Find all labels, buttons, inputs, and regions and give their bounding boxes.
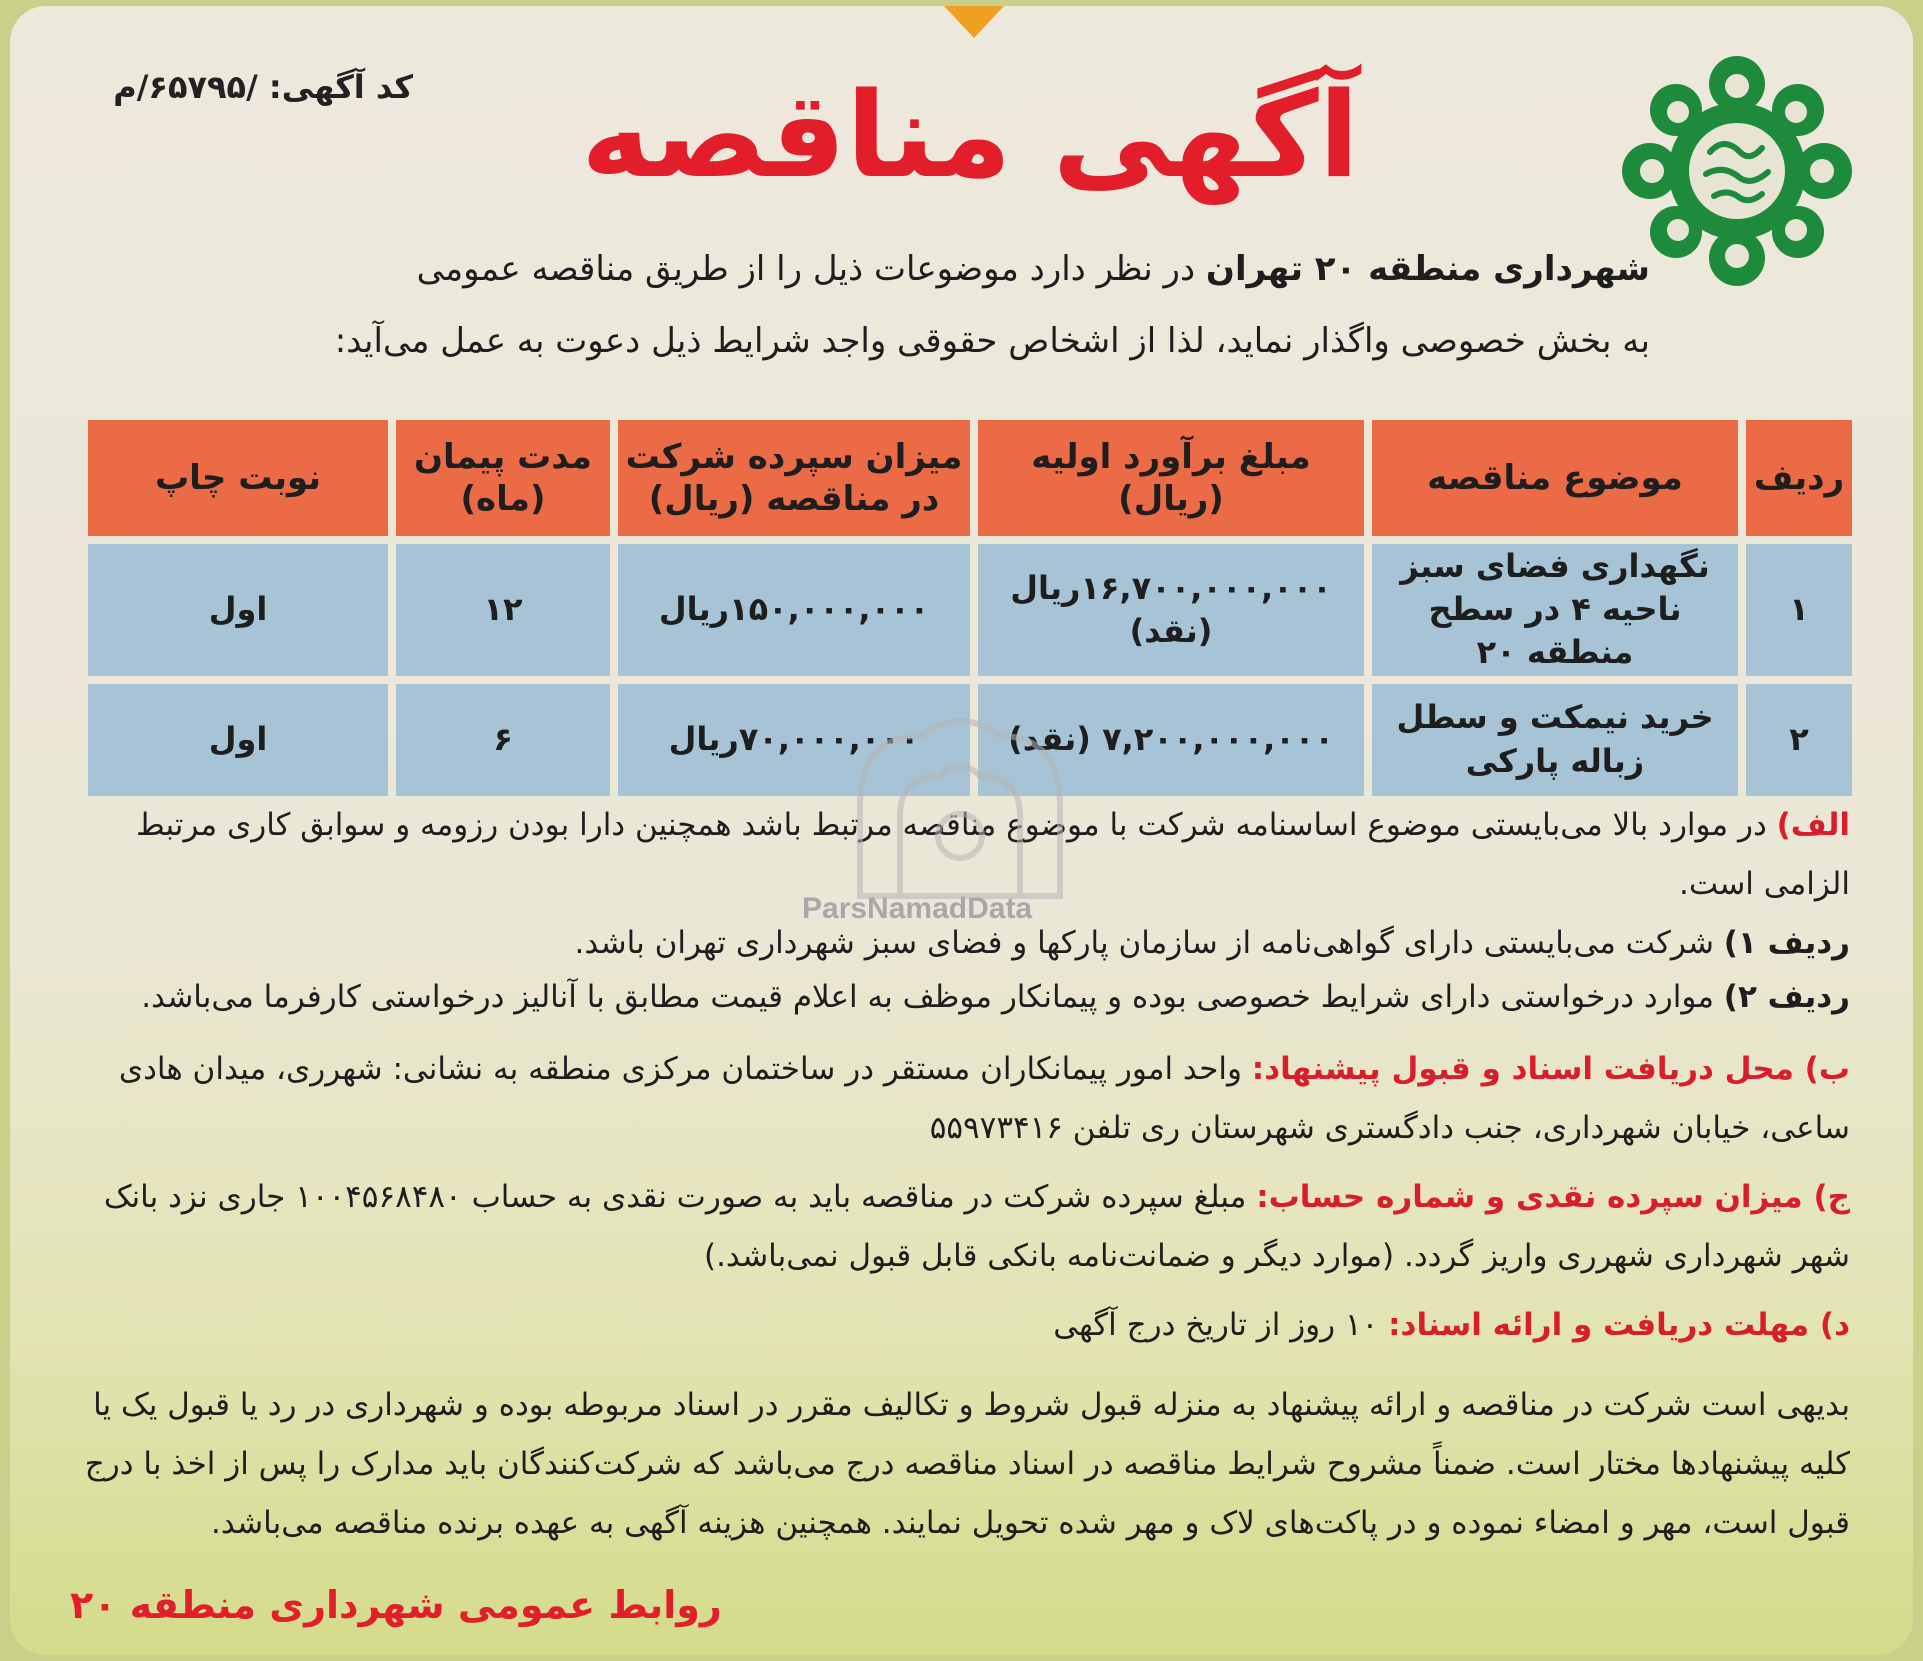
cell-contract-duration: ۶: [396, 684, 610, 796]
intro-line-2: به بخش خصوصی واگذار نماید، لذا از اشخاص حقوقی واجد شرایط ذیل دعوت به عمل می‌آید:: [334, 321, 1650, 361]
cell-deposit: ۷۰,۰۰۰,۰۰۰ریال: [618, 684, 970, 796]
cell-print-round: اول: [88, 684, 388, 796]
column-header-row-number: ردیف: [1746, 420, 1852, 536]
column-header-subject: موضوع مناقصه: [1372, 420, 1738, 536]
tehran-municipality-logo-icon: [1622, 56, 1852, 286]
clause-dal-text: ۱۰ روز از تاریخ درج آگهی: [1053, 1307, 1389, 1343]
clause-jim-label: ج) میزان سپرده نقدی و شماره حساب:: [1256, 1179, 1850, 1215]
clause-jim: [70, 1168, 1850, 1286]
clause-row-1-label: ردیف ۱): [1723, 925, 1850, 961]
clause-row-2: [70, 968, 1850, 1027]
page-title: آگهی مناقصه: [580, 66, 1360, 204]
intro-line-1-text: در نظر دارد موضوعات ذیل را از طریق مناقصه عمومی: [416, 249, 1206, 289]
table-header-row: [88, 420, 1852, 536]
clause-dal-label: د) مهلت دریافت و ارائه اسناد:: [1388, 1307, 1850, 1343]
cell-contract-duration: ۱۲: [396, 544, 610, 676]
intro-municipality: شهرداری منطقه ۲۰ تهران: [1205, 249, 1650, 289]
table-row: [88, 544, 1852, 676]
cell-subject: خرید نیمکت و سطل زباله پارکی: [1372, 684, 1738, 796]
cell-row-number: ۱: [1746, 544, 1852, 676]
column-header-contract-duration: مدت پیمان (ماه): [396, 420, 610, 536]
column-header-initial-estimate: مبلغ برآورد اولیه (ریال): [978, 420, 1364, 536]
column-header-print-round: نوبت چاپ: [88, 420, 388, 536]
tender-advertisement: [10, 6, 1913, 1655]
cell-subject: نگهداری فضای سبز ناحیه ۴ در سطح منطقه ۲۰: [1372, 544, 1738, 676]
cell-deposit: ۱۵۰,۰۰۰,۰۰۰ریال: [618, 544, 970, 676]
ad-code: کد آگهی: /۶۵۷۹۵/م: [113, 68, 413, 106]
footer-signature: روابط عمومی شهرداری منطقه ۲۰: [70, 1583, 722, 1627]
intro-line-1: [270, 249, 1650, 289]
clause-be-label: ب) محل دریافت اسناد و قبول پیشنهاد:: [1251, 1051, 1850, 1087]
cell-initial-estimate: ۱۶,۷۰۰,۰۰۰,۰۰۰ریال (نقد): [978, 544, 1364, 676]
clause-be: [70, 1040, 1850, 1158]
cell-row-number: ۲: [1746, 684, 1852, 796]
clause-alef-text: در موارد بالا می‌بایستی موضوع اساسنامه شرکت با موضوع مناقصه مرتبط باشد همچنین دارا بودن رزومه و سوابق کاری مرتبط الزامی است.: [136, 807, 1850, 902]
column-header-deposit: میزان سپرده شرکت در مناقصه (ریال): [618, 420, 970, 536]
cell-print-round: اول: [88, 544, 388, 676]
clause-row-2-label: ردیف ۲): [1723, 979, 1850, 1015]
watermark-text: ParsNamadData: [802, 892, 1033, 925]
clause-row-1-text: شرکت می‌بایستی دارای گواهی‌نامه از سازمان پارکها و فضای سبز شهرداری تهران باشد.: [574, 925, 1724, 961]
top-pointer-marker: [944, 6, 1004, 38]
clause-alef-label: الف): [1776, 807, 1850, 843]
clause-jim-text: مبلغ سپرده شرکت در مناقصه باید به صورت نقدی به حساب ۱۰۰۴۵۶۸۴۸۰ جاری نزد بانک شهر شهرداری شهرری واریز گردد. (موارد دیگر و ضمانت‌نامه بانکی قابل قبول نمی‌باشد.): [103, 1179, 1850, 1274]
cell-initial-estimate: ۷,۲۰۰,۰۰۰,۰۰۰ (نقد): [978, 684, 1364, 796]
clause-dal: [70, 1296, 1850, 1355]
clause-row-2-text: موارد درخواستی دارای شرایط خصوصی بوده و پیمانکار موظف به اعلام قیمت مطابق با آنالیز درخواستی کارفرما می‌باشد.: [141, 979, 1724, 1015]
closing-paragraph: بدیهی است شرکت در مناقصه و ارائه پیشنهاد به منزله قبول شروط و تکالیف مقرر در اسناد مربوطه بوده و شهرداری در رد یا قبول یک یا کلیه پیشنهادها مختار است. ضمناً مشروح شرایط مناقصه در اسناد مناقصه درج می‌باشد که شرکت‌کنندگان باید مدارک را پس از اخذ با درج قبول است، مهر و امضاء نموده و در پاکت‌های لاک و مهر شده تحویل نمایند. همچنین هزینه آگهی به عهده برنده مناقصه می‌باشد.: [84, 1387, 1850, 1541]
clause-be-text: واحد امور پیمانکاران مستقر در ساختمان مرکزی منطقه به نشانی: شهرری، میدان هادی ساعی، خیابان شهرداری، جنب دادگستری شهرستان ری تلفن ۵۵۹۷۳۴۱۶: [118, 1051, 1850, 1146]
